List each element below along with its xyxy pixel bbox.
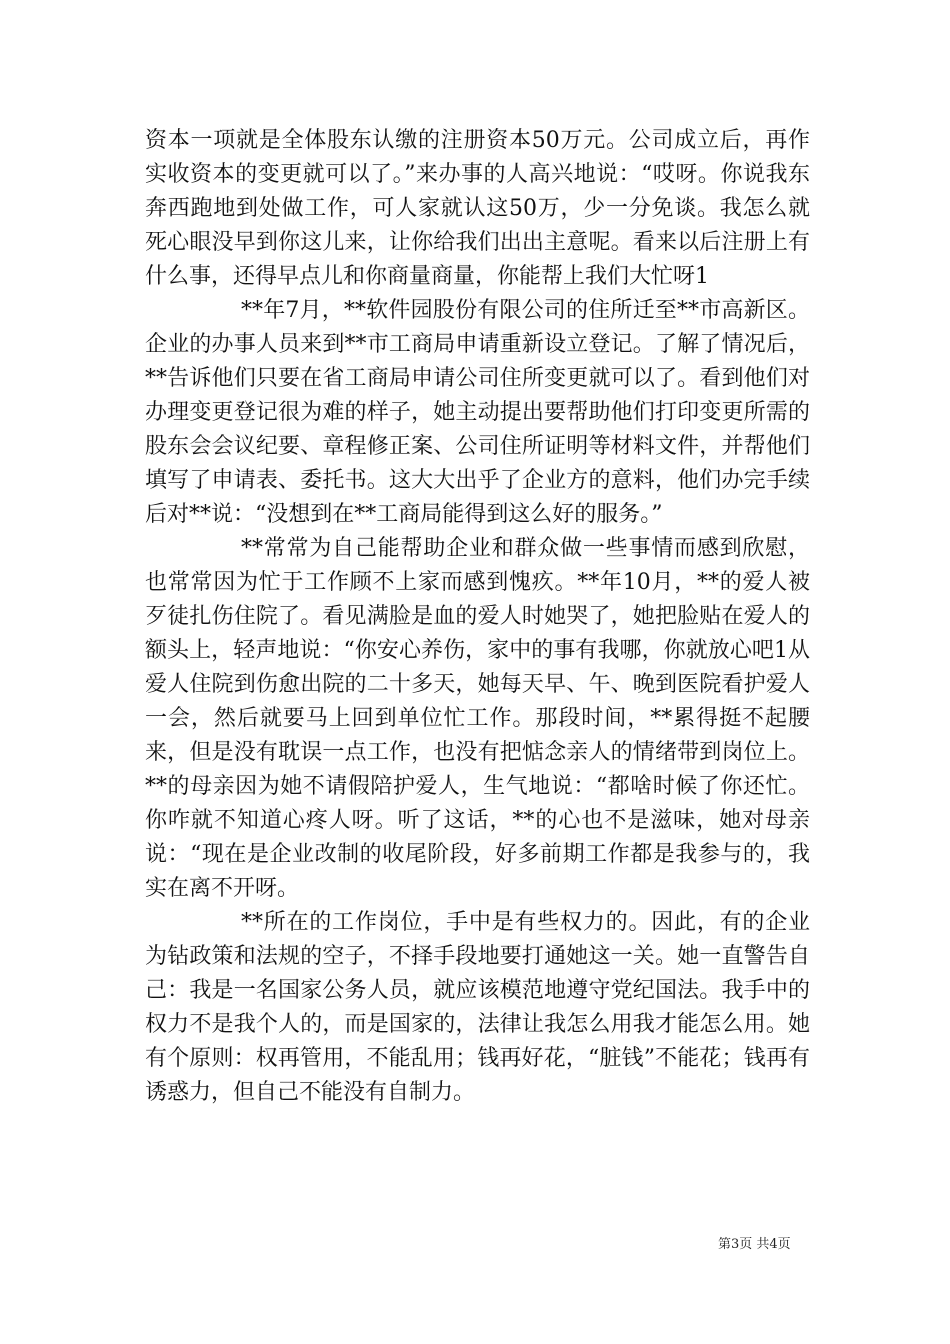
paragraph-1: 资本一项就是全体股东认缴的注册资本50万元。公司成立后，再作实收资本的变更就可以了。”来办事的人高兴地说：“哎呀。你说我东奔西跑地到处做工作，可人家就认这50万，少一分免谈。我怎么就死心眼没早到你这儿来，让你给我们出出主意呢。看来以后注册上有什么事，还得早点儿和你商量商量，你能帮上我们大忙呀1 [145, 128, 810, 289]
paragraph-2: **年7月，**软件园股份有限公司的住所迁至**市高新区。企业的办事人员来到**市工商局申请重新设立登记。了解了情况后，**告诉他们只要在省工商局申请公司住所变更就可以了。看到他们对办理变更登记很为难的样子，她主动提出要帮助他们打印变更所需的股东会会议纪要、章程修正案、公司住所证明等材料文件，并帮他们填写了申请表、委托书。这大大出乎了企业方的意料，他们办完手续后对**说：“没想到在**工商局能得到这么好的服务。” [145, 298, 810, 527]
paragraph-4: **所在的工作岗位，手中是有些权力的。因此，有的企业为钻政策和法规的空子，不择手段地要打通她这一关。她一直警告自己：我是一名国家公务人员，就应该模范地遵守党纪国法。我手中的权力不是我个人的，而是国家的，法律让我怎么用我才能怎么用。她有个原则：权再管用，不能乱用；钱再好花，“脏钱”不能花；钱再有诱惑力，但自己不能没有自制力。 [145, 910, 810, 1105]
document-body [145, 124, 810, 1110]
paragraph-3: **常常为自己能帮助企业和群众做一些事情而感到欣慰，也常常因为忙于工作顾不上家而感到愧疚。**年10月，**的爱人被歹徒扎伤住院了。看见满脸是血的爱人时她哭了，她把脸贴在爱人的额头上，轻声地说：“你安心养伤，家中的事有我哪，你就放心吧1从爱人住院到伤愈出院的二十多天，她每天早、午、晚到医院看护爱人一会，然后就要马上回到单位忙工作。那段时间，**累得挺不起腰来，但是没有耽误一点工作，也没有把惦念亲人的情绪带到岗位上。**的母亲因为她不请假陪护爱人，生气地说：“都啥时候了你还忙。你咋就不知道心疼人呀。听了这话，**的心也不是滋味，她对母亲说：“现在是企业改制的收尾阶段，好多前期工作都是我参与的，我实在离不开呀。 [145, 536, 810, 901]
page-number-footer: 第3页 共4页 [718, 1237, 791, 1252]
